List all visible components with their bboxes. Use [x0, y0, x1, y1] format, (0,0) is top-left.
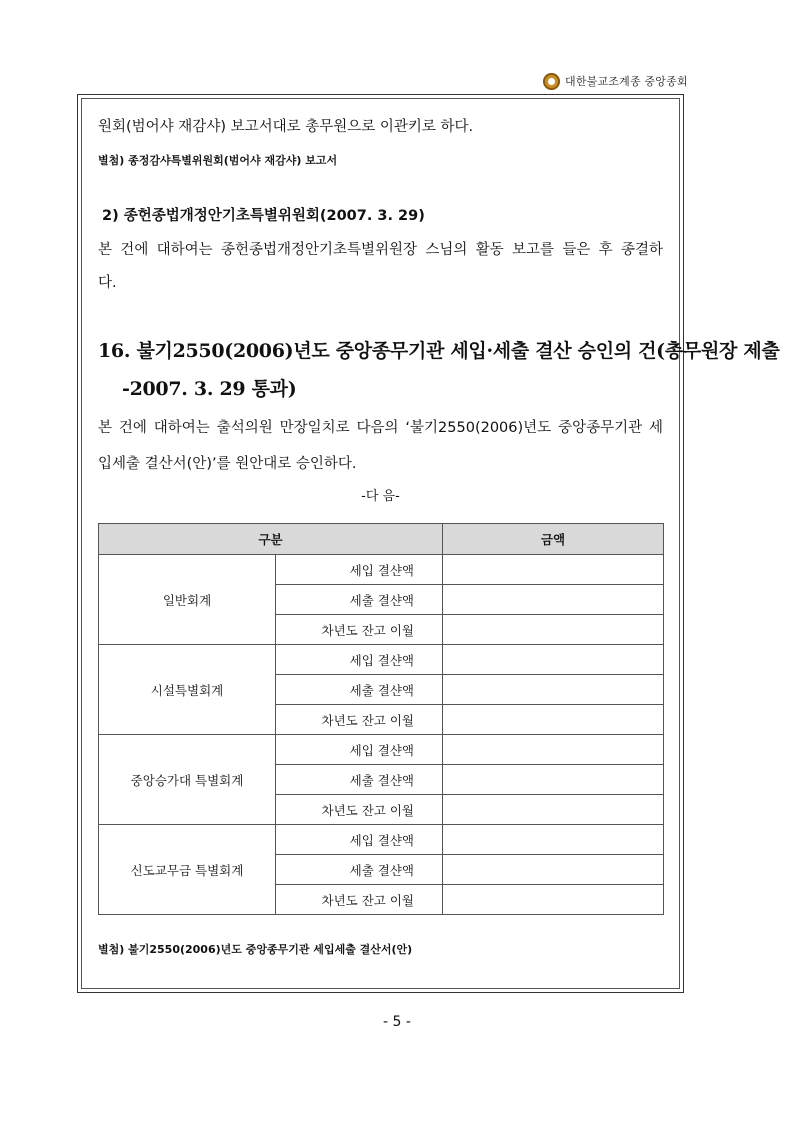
fund-name: 신도교무금 특별회계 — [99, 825, 276, 915]
jogye-emblem-icon — [543, 73, 560, 90]
line-item: 세입 결샨액 — [276, 825, 443, 855]
amount-cell — [443, 885, 664, 915]
amount-cell — [443, 795, 664, 825]
table-row — [99, 555, 664, 585]
amount-cell — [443, 585, 664, 615]
amount-cell — [443, 645, 664, 675]
line-item: 세출 결샨액 — [276, 585, 443, 615]
table-row — [99, 645, 664, 675]
subsection-2-text-2: 다. — [98, 275, 117, 291]
text-line-1: 원회(범어샤 재감샤) 보고서대로 총무원으로 이관키로 하다. — [98, 119, 474, 135]
amount-cell — [443, 765, 664, 795]
item-16-title-line-1: 16. 불기2550(2006)년도 중앙종무기관 세입·세출 결산 승인의 건(총무원장 제출 — [98, 340, 780, 362]
table-row — [99, 735, 664, 765]
header-category: 구분 — [99, 524, 443, 555]
amount-cell — [443, 735, 664, 765]
header-amount: 금액 — [443, 524, 664, 555]
amount-cell — [443, 675, 664, 705]
subsection-2-text-1: 본 건에 대하여는 종헌종법개정안기초특별위원장 스님의 활동 보고를 들은 후 종결하 — [98, 242, 663, 258]
header-logo — [543, 70, 688, 92]
line-item: 세출 결샨액 — [276, 675, 443, 705]
line-item: 세입 결샨액 — [276, 645, 443, 675]
item-16-text-1: 본 건에 대하여는 출석의원 만장일치로 다음의 ‘불기2550(2006)년도 중앙종무기관 세 — [98, 420, 663, 436]
line-item: 세출 결샨액 — [276, 765, 443, 795]
line-item: 세입 결샨액 — [276, 555, 443, 585]
item-16-title-line-2: -2007. 3. 29 통과) — [122, 378, 297, 400]
fund-name: 중앙승가대 특별회계 — [99, 735, 276, 825]
line-item: 차년도 잔고 이월 — [276, 615, 443, 645]
amount-cell — [443, 615, 664, 645]
amount-cell — [443, 555, 664, 585]
table-row — [99, 825, 664, 855]
item-16-text-2: 입세출 결산서(안)’를 원안대로 승인하다. — [98, 456, 357, 472]
settlement-table — [98, 523, 664, 915]
line-item: 차년도 잔고 이월 — [276, 795, 443, 825]
line-item: 세입 결샨액 — [276, 735, 443, 765]
amount-cell — [443, 705, 664, 735]
subsection-2-title: 2) 종헌종법개정안기초특별위원회(2007. 3. 29) — [102, 208, 425, 224]
amount-cell — [443, 855, 664, 885]
line-item: 차년도 잔고 이월 — [276, 705, 443, 735]
dagum-label: -다 음- — [361, 489, 400, 504]
fund-name: 일반회계 — [99, 555, 276, 645]
line-item: 차년도 잔고 이월 — [276, 885, 443, 915]
attachment-note-1: 별첨) 종정감샤특별위원회(범어샤 재감샤) 보고서 — [98, 154, 338, 167]
header-org-name: 대한불교조계종 중앙종회 — [565, 75, 688, 88]
attachment-note-2: 별첨) 불기2550(2006)년도 중앙종무기관 세입세출 결산서(안) — [98, 943, 413, 956]
amount-cell — [443, 825, 664, 855]
page-number: - 5 - — [383, 1014, 411, 1030]
table-header-row — [99, 524, 664, 555]
line-item: 세출 결샨액 — [276, 855, 443, 885]
fund-name: 시설특별회계 — [99, 645, 276, 735]
